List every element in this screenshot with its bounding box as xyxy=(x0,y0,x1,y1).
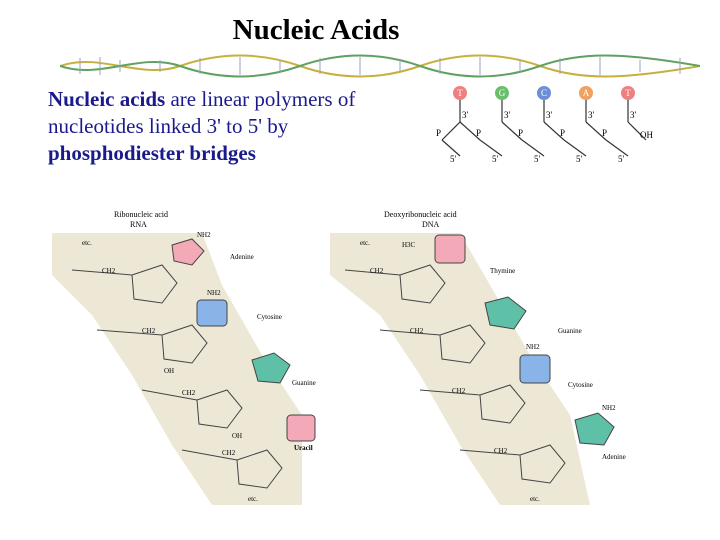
rna-label-cytosine: Cytosine xyxy=(257,313,282,321)
svg-text:5': 5' xyxy=(618,154,625,164)
dna-base-adenine xyxy=(575,413,614,445)
rna-label-adenine: Adenine xyxy=(230,253,254,261)
rna-etc-bottom: etc. xyxy=(248,495,258,503)
svg-text:P: P xyxy=(560,128,566,138)
base-letter-1: T xyxy=(457,88,463,98)
intro-middle: are linear polymers of nucleotides linked 3' to 5' by xyxy=(48,87,356,138)
svg-text:NH2: NH2 xyxy=(207,289,221,297)
dna-structure-panel xyxy=(330,205,650,505)
svg-text:CH2: CH2 xyxy=(410,327,424,335)
dna-label-guanine: Guanine xyxy=(558,327,582,335)
svg-text:OH: OH xyxy=(232,432,243,440)
svg-text:NH2: NH2 xyxy=(602,404,616,412)
rna-heading-2: RNA xyxy=(130,220,147,229)
svg-text:3': 3' xyxy=(546,110,553,120)
intro-text xyxy=(48,86,418,167)
svg-text:5': 5' xyxy=(492,154,499,164)
svg-text:CH2: CH2 xyxy=(142,327,156,335)
svg-text:3': 3' xyxy=(588,110,595,120)
term-nucleic-acids: Nucleic acids xyxy=(48,87,166,111)
rna-etc-top: etc. xyxy=(82,239,92,247)
backbone-strand xyxy=(442,98,646,156)
svg-text:CH2: CH2 xyxy=(370,267,384,275)
svg-text:3': 3' xyxy=(504,110,511,120)
svg-text:NH2: NH2 xyxy=(526,343,540,351)
svg-text:CH2: CH2 xyxy=(494,447,508,455)
svg-text:CH2: CH2 xyxy=(102,267,116,275)
rna-label-guanine: Guanine xyxy=(292,379,316,387)
dna-base-thymine xyxy=(435,235,465,263)
rna-heading-1: Ribonucleic acid xyxy=(114,210,168,219)
rna-base-uracil xyxy=(287,415,315,441)
dna-helix-divider xyxy=(60,52,700,80)
svg-text:OH: OH xyxy=(640,130,653,140)
svg-text:5': 5' xyxy=(534,154,541,164)
backbone-labels xyxy=(436,110,653,164)
svg-text:P: P xyxy=(476,128,482,138)
base-letter-4: A xyxy=(582,88,590,98)
rna-structure-panel xyxy=(52,205,352,505)
backbone-bases xyxy=(453,86,635,100)
svg-text:5': 5' xyxy=(450,154,457,164)
svg-text:3': 3' xyxy=(462,110,469,120)
dna-etc-top: etc. xyxy=(360,239,370,247)
dna-base-cytosine xyxy=(520,355,550,383)
svg-text:CH2: CH2 xyxy=(452,387,466,395)
base-letter-5: T xyxy=(625,88,631,98)
svg-text:NH2: NH2 xyxy=(197,231,211,239)
svg-text:P: P xyxy=(436,128,442,138)
rna-base-cytosine xyxy=(197,300,227,326)
dna-label-thymine: Thymine xyxy=(490,267,516,275)
svg-text:CH2: CH2 xyxy=(222,449,236,457)
dna-etc-bottom: etc. xyxy=(530,495,540,503)
svg-text:5': 5' xyxy=(576,154,583,164)
svg-text:P: P xyxy=(602,128,608,138)
svg-text:CH2: CH2 xyxy=(182,389,196,397)
dna-heading-2: DNA xyxy=(422,220,440,229)
svg-text:3': 3' xyxy=(630,110,637,120)
dna-backdrop xyxy=(330,233,590,505)
svg-text:P: P xyxy=(518,128,524,138)
dna-heading-1: Deoxyribonucleic acid xyxy=(384,210,457,219)
term-phosphodiester-bridges: phosphodiester bridges xyxy=(48,141,256,165)
base-letter-2: G xyxy=(498,88,506,98)
svg-text:OH: OH xyxy=(164,367,175,375)
base-letter-3: C xyxy=(540,88,548,98)
dna-label-adenine: Adenine xyxy=(602,453,626,461)
svg-text:H3C: H3C xyxy=(402,241,416,249)
dna-label-cytosine: Cytosine xyxy=(568,381,593,389)
slide-title: Nucleic Acids xyxy=(232,14,400,46)
dna-base-guanine xyxy=(485,297,526,329)
rna-label-uracil: Uracil xyxy=(294,444,313,452)
backbone-diagram xyxy=(432,84,682,164)
